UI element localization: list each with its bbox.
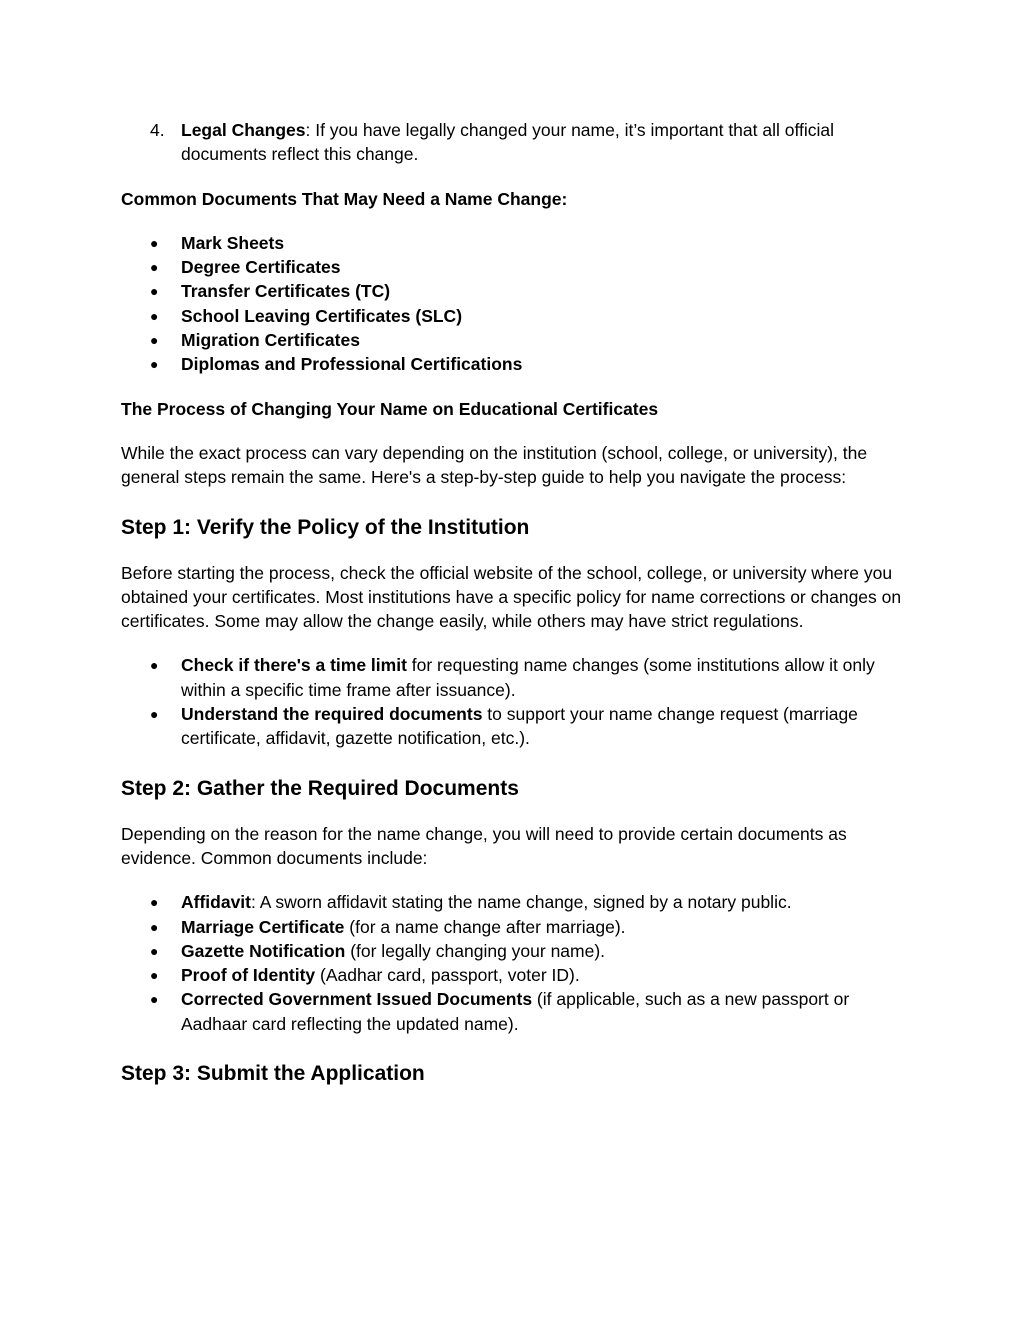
list-item: ● School Leaving Certificates (SLC) — [121, 304, 911, 328]
numbered-item-legal-changes — [121, 118, 911, 167]
bullet-icon: ● — [150, 234, 159, 251]
list-item: ● Corrected Government Issued Documents (if applicable, such as a new passport or Aadhaar card reflecting the updated name). — [150, 989, 850, 1034]
list-item: ● Proof of Identity (Aadhar card, passport, voter ID). — [121, 963, 911, 987]
bullet-icon: ● — [150, 356, 159, 373]
step-2-list — [121, 890, 911, 1036]
list-item: ● Marriage Certificate (for a name change after marriage). — [121, 915, 911, 939]
list-item: ● Check if there's a time limit for requesting name changes (some institutions allow it only within a specific time frame after issuance). — [150, 655, 875, 700]
step-3-heading: Step 3: Submit the Application — [121, 1062, 425, 1086]
list-item: ● Understand the required documents to support your name change request (marriage certificate, affidavit, gazette notification, etc.). — [150, 704, 858, 749]
bullet-icon: ● — [150, 991, 159, 1008]
bullet-icon: ● — [150, 967, 159, 984]
bullet-icon: ● — [150, 918, 159, 935]
bullet-icon: ● — [150, 657, 159, 674]
common-documents-list — [121, 231, 911, 377]
bullet-icon: ● — [150, 942, 159, 959]
list-item: ● Mark Sheets — [121, 231, 911, 255]
list-item: ● Affidavit: A sworn affidavit stating the name change, signed by a notary public. — [121, 890, 911, 914]
bullet-icon: ● — [150, 706, 159, 723]
step-1-text: Before starting the process, check the official website of the school, college, or university where you obtained your certificates. Most institutions have a specific policy for name corrections or changes on certificates. Some may allow the change easily, while others may have strict regulations. — [121, 562, 902, 632]
step-1-heading: Step 1: Verify the Policy of the Institution — [121, 515, 530, 539]
list-item: ● Migration Certificates — [121, 328, 911, 352]
list-item: ● Gazette Notification (for legally changing your name). — [121, 939, 911, 963]
item-term: Legal Changes — [181, 120, 306, 140]
document-page — [121, 118, 911, 1107]
step-1-list — [121, 653, 911, 750]
common-documents-heading: Common Documents That May Need a Name Change: — [121, 188, 568, 209]
item-text: : If you have legally changed your name, it’s important that all official documents reflect this change. — [181, 120, 835, 165]
list-item: ● Diplomas and Professional Certifications — [121, 352, 911, 376]
bullet-icon: ● — [150, 307, 159, 324]
list-number: 4. — [150, 120, 165, 140]
step-2-heading: Step 2: Gather the Required Documents — [121, 776, 519, 800]
list-item: ● Transfer Certificates (TC) — [121, 279, 911, 303]
step-2-text: Depending on the reason for the name change, you will need to provide certain documents as evidence. Common documents include: — [121, 823, 847, 868]
bullet-icon: ● — [150, 283, 159, 300]
process-heading: The Process of Changing Your Name on Educational Certificates — [121, 398, 659, 419]
bullet-icon: ● — [150, 894, 159, 911]
process-intro: While the exact process can vary depending on the institution (school, college, or university), the general steps remain the same. Here's a step-by-step guide to help you navigate the process: — [121, 442, 868, 488]
bullet-icon: ● — [150, 332, 159, 349]
bullet-icon: ● — [150, 259, 159, 276]
list-item: ● Degree Certificates — [121, 255, 911, 279]
